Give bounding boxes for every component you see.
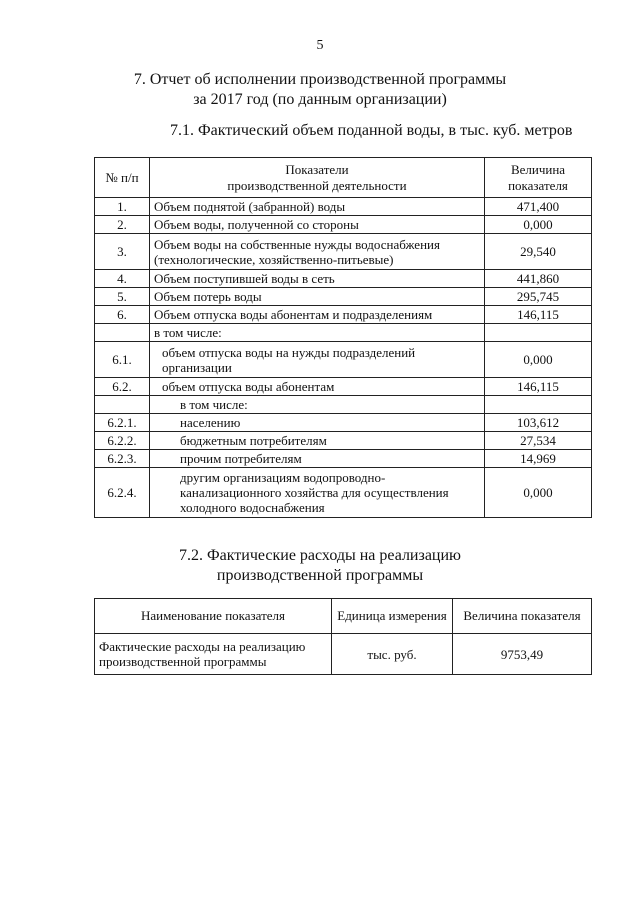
header-indicators-line1: Показатели xyxy=(285,161,349,177)
row-value: 0,000 xyxy=(485,216,592,234)
header-indicator-name: Наименование показателя xyxy=(95,599,332,634)
row-num: 6.2. xyxy=(95,378,150,396)
row-num: 5. xyxy=(95,288,150,306)
table-row xyxy=(95,216,592,234)
row-name: населению xyxy=(150,414,485,432)
row-value: 295,745 xyxy=(485,288,592,306)
row-name: Объем поднятой (забранной) воды xyxy=(150,198,485,216)
table-row xyxy=(95,270,592,288)
header-indicators xyxy=(150,158,485,198)
row-unit: тыс. руб. xyxy=(332,634,453,675)
table-row xyxy=(95,234,592,270)
table-row xyxy=(95,468,592,518)
table-row xyxy=(95,432,592,450)
row-value: 9753,49 xyxy=(453,634,592,675)
row-value: 146,115 xyxy=(485,378,592,396)
table-row xyxy=(95,342,592,378)
section-title xyxy=(0,70,640,110)
row-name: Объем отпуска воды абонентам и подразделениям xyxy=(150,306,485,324)
row-value: 29,540 xyxy=(485,234,592,270)
row-value: 27,534 xyxy=(485,432,592,450)
row-num: 2. xyxy=(95,216,150,234)
water-volume-table xyxy=(94,157,592,518)
row-name: Фактические расходы на реализацию производственной программы xyxy=(95,634,332,675)
table-row xyxy=(95,306,592,324)
row-num: 6.2.1. xyxy=(95,414,150,432)
table1-title: 7.1. Фактический объем поданной воды, в тыс. куб. метров xyxy=(170,122,573,139)
table-header-row xyxy=(95,599,592,634)
row-value: 471,400 xyxy=(485,198,592,216)
row-name: Объем воды, полученной со стороны xyxy=(150,216,485,234)
table2-title-line1: 7.2. Фактические расходы на реализацию xyxy=(178,547,461,564)
row-num: 4. xyxy=(95,270,150,288)
row-num: 1. xyxy=(95,198,150,216)
row-name: объем отпуска воды абонентам xyxy=(150,378,485,396)
header-num: № п/п xyxy=(95,158,150,198)
table-row xyxy=(95,450,592,468)
table-row xyxy=(95,288,592,306)
row-name: другим организациям водопроводно-канализационного хозяйства для осуществления холодного водоснабжения xyxy=(150,468,485,518)
row-name: Объем потерь воды xyxy=(150,288,485,306)
row-name: в том числе: xyxy=(150,396,485,414)
row-value: 441,860 xyxy=(485,270,592,288)
row-value: 0,000 xyxy=(485,342,592,378)
row-num xyxy=(95,396,150,414)
table2-title-line2: производственной программы xyxy=(216,567,424,584)
row-value: 103,612 xyxy=(485,414,592,432)
section-title-line1: 7. Отчет об исполнении производственной программы xyxy=(133,71,507,88)
table-row xyxy=(95,378,592,396)
row-value: 14,969 xyxy=(485,450,592,468)
table-row xyxy=(95,396,592,414)
row-num: 3. xyxy=(95,234,150,270)
table-header-row xyxy=(95,158,592,198)
header-indicators-line2: производственной деятельности xyxy=(227,177,407,193)
table2-title xyxy=(0,546,640,586)
table-row xyxy=(95,414,592,432)
row-value: 0,000 xyxy=(485,468,592,518)
expenses-table xyxy=(94,598,592,675)
row-name: объем отпуска воды на нужды подразделений организации xyxy=(150,342,485,378)
header-unit: Единица измерения xyxy=(332,599,453,634)
row-name: прочим потребителям xyxy=(150,450,485,468)
header-value: Величина показателя xyxy=(453,599,592,634)
row-value xyxy=(485,324,592,342)
row-num xyxy=(95,324,150,342)
table-row xyxy=(95,634,592,675)
row-num: 6.1. xyxy=(95,342,150,378)
row-name: в том числе: xyxy=(150,324,485,342)
row-num: 6.2.4. xyxy=(95,468,150,518)
row-num: 6. xyxy=(95,306,150,324)
row-num: 6.2.3. xyxy=(95,450,150,468)
row-value: 146,115 xyxy=(485,306,592,324)
row-value xyxy=(485,396,592,414)
row-name: Объем поступившей воды в сеть xyxy=(150,270,485,288)
row-name: бюджетным потребителям xyxy=(150,432,485,450)
section-title-line2: за 2017 год (по данным организации) xyxy=(193,91,447,108)
header-value: Величина показателя xyxy=(485,158,592,198)
table-row xyxy=(95,324,592,342)
page-number: 5 xyxy=(316,38,324,53)
table-row xyxy=(95,198,592,216)
row-name: Объем воды на собственные нужды водоснабжения (технологические, хозяйственно-питьевые) xyxy=(150,234,485,270)
row-num: 6.2.2. xyxy=(95,432,150,450)
